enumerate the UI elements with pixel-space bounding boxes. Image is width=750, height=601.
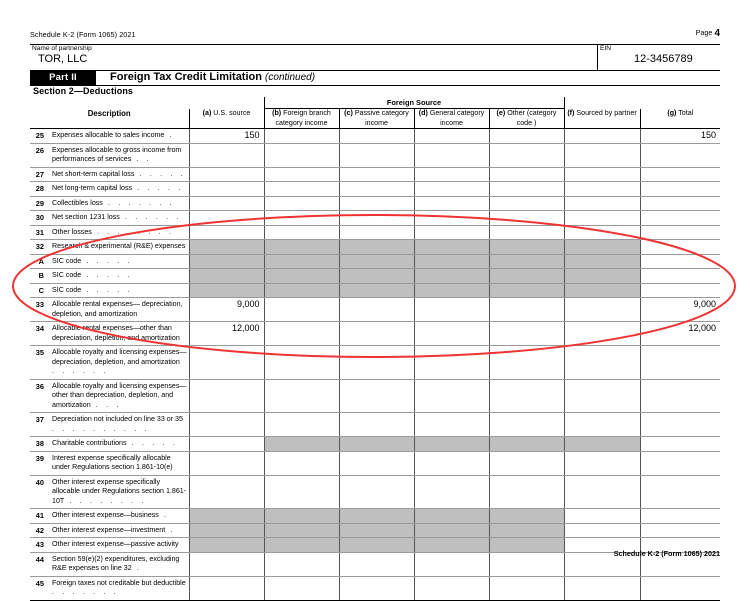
row-description: SIC code . . . . .: [47, 269, 189, 284]
row-number: 40: [30, 475, 47, 509]
table-row: [30, 437, 720, 452]
row-number: 36: [30, 379, 47, 413]
cell-g[interactable]: [640, 240, 720, 255]
cell-b[interactable]: [264, 129, 339, 144]
row-number: 35: [30, 346, 47, 380]
leader-dots: . . . . .: [134, 170, 186, 178]
cell-b[interactable]: [264, 182, 339, 197]
row-description: Other interest expense—business .: [47, 509, 189, 524]
leader-dots: . . . . . . . . . .: [52, 425, 150, 433]
table-row: [30, 322, 720, 346]
col-text-c: Passive category income: [354, 109, 409, 127]
cell-b: [264, 269, 339, 284]
table-row: [30, 346, 720, 380]
leader-dots: . . . . .: [126, 440, 178, 447]
leader-dots: . . . . . .: [119, 214, 182, 221]
header-row-cols: [30, 109, 720, 129]
cell-e[interactable]: [489, 475, 564, 509]
cell-d: [414, 437, 489, 452]
header-spacer-g: [640, 97, 720, 109]
schedule-header-label: Schedule K-2 (Form 1065) 2021: [30, 30, 136, 39]
row-description: Net short-term capital loss . . . . .: [47, 167, 189, 182]
col-header-a: [189, 109, 264, 129]
cell-c[interactable]: [339, 322, 414, 346]
header-spacer-a: [189, 97, 264, 109]
cell-g[interactable]: [640, 182, 720, 197]
row-number: 25: [30, 129, 47, 144]
cell-f[interactable]: [564, 509, 640, 524]
cell-d: [414, 269, 489, 284]
cell-c[interactable]: [339, 143, 414, 167]
cell-d[interactable]: [414, 225, 489, 240]
cell-c[interactable]: [339, 379, 414, 413]
cell-a: [189, 523, 264, 538]
table-row: [30, 451, 720, 475]
cell-g[interactable]: [640, 225, 720, 240]
row-description: SIC code . . . . .: [47, 254, 189, 269]
cell-d[interactable]: [414, 451, 489, 475]
cell-f[interactable]: [564, 379, 640, 413]
table-row: [30, 475, 720, 509]
cell-d[interactable]: [414, 182, 489, 197]
col-tag-b: (b): [272, 109, 282, 117]
cell-f[interactable]: [564, 523, 640, 538]
row-number: 31: [30, 225, 47, 240]
cell-d[interactable]: [414, 379, 489, 413]
row-number: 34: [30, 322, 47, 346]
cell-e[interactable]: [489, 143, 564, 167]
table-row: [30, 167, 720, 182]
table-row: [30, 240, 720, 255]
col-header-c: [339, 109, 414, 129]
cell-a: [189, 538, 264, 553]
cell-g[interactable]: [640, 254, 720, 269]
cell-a[interactable]: [189, 143, 264, 167]
table-row: [30, 509, 720, 524]
cell-b[interactable]: [264, 167, 339, 182]
cell-e[interactable]: [489, 298, 564, 322]
cell-b[interactable]: [264, 196, 339, 211]
col-text-a: U.S. source: [213, 108, 251, 117]
row-number: 38: [30, 437, 47, 452]
col-header-g: [640, 109, 720, 129]
cell-e[interactable]: [489, 379, 564, 413]
cell-f[interactable]: [564, 225, 640, 240]
table-body: [30, 129, 720, 601]
cell-c: [339, 254, 414, 269]
leader-dots: . . . . . . . .: [91, 228, 175, 236]
part-title-main: Foreign Tax Credit Limitation: [110, 71, 262, 83]
row-description: Other interest expense—passive activity: [47, 538, 189, 553]
cell-b[interactable]: [264, 322, 339, 346]
cell-e[interactable]: [489, 552, 564, 576]
leader-dots: . . . . . .: [52, 368, 109, 375]
row-description: Expenses allocable to sales income .: [47, 129, 189, 144]
cell-d[interactable]: [414, 143, 489, 167]
cell-a[interactable]: 12,000: [189, 322, 264, 346]
col-text-f: Sourced by partner: [576, 108, 637, 117]
cell-b: [264, 283, 339, 298]
cell-e[interactable]: [489, 346, 564, 380]
cell-c[interactable]: [339, 225, 414, 240]
cell-g[interactable]: [640, 475, 720, 509]
cell-e[interactable]: [489, 129, 564, 144]
identity-band: [30, 44, 720, 70]
page-indicator: [696, 28, 720, 39]
cell-g[interactable]: [640, 379, 720, 413]
cell-c[interactable]: [339, 346, 414, 380]
cell-a: [189, 269, 264, 284]
cell-e: [489, 269, 564, 284]
table-head: [30, 97, 720, 129]
cell-e[interactable]: [489, 211, 564, 226]
cell-b: [264, 254, 339, 269]
cell-d[interactable]: [414, 167, 489, 182]
cell-a: [189, 240, 264, 255]
table-row: [30, 298, 720, 322]
row-number: 37: [30, 413, 47, 437]
header-spacer-f: [564, 97, 640, 109]
form-footer: Schedule K-2 (Form 1065) 2021: [613, 549, 720, 558]
partnership-name-value: TOR, LLC: [38, 53, 88, 65]
row-description: Interest expense specifically allocable under Regulations section 1.861-10(e): [47, 451, 189, 475]
row-number: 27: [30, 167, 47, 182]
cell-f[interactable]: [564, 182, 640, 197]
row-description: Other losses . . . . . . . .: [47, 225, 189, 240]
cell-g[interactable]: 150: [640, 129, 720, 144]
part-badge: Part II: [30, 70, 96, 85]
cell-c[interactable]: [339, 475, 414, 509]
cell-d: [414, 283, 489, 298]
cell-e[interactable]: [489, 182, 564, 197]
table-row: [30, 225, 720, 240]
cell-b[interactable]: [264, 379, 339, 413]
col-tag-e: (e): [496, 109, 506, 117]
col-header-d: [414, 109, 489, 129]
cell-g[interactable]: [640, 437, 720, 452]
cell-f[interactable]: [564, 196, 640, 211]
leader-dots: . . . . .: [81, 286, 133, 294]
cell-c: [339, 437, 414, 452]
cell-e[interactable]: [489, 196, 564, 211]
cell-d: [414, 509, 489, 524]
cell-e[interactable]: [489, 451, 564, 475]
cell-a[interactable]: [189, 437, 264, 452]
leader-dots: . . . . . . .: [102, 199, 175, 207]
cell-f[interactable]: [564, 346, 640, 380]
table-row: [30, 129, 720, 144]
col-header-b: [264, 109, 339, 129]
cell-a[interactable]: [189, 451, 264, 475]
cell-a: [189, 254, 264, 269]
part-title: [110, 70, 315, 85]
row-number: 41: [30, 509, 47, 524]
row-letter: B: [30, 269, 47, 284]
cell-c: [339, 283, 414, 298]
cell-d: [414, 240, 489, 255]
cell-a[interactable]: [189, 211, 264, 226]
cell-a[interactable]: [189, 413, 264, 437]
cell-f[interactable]: [564, 475, 640, 509]
cell-f[interactable]: [564, 298, 640, 322]
row-number: 29: [30, 196, 47, 211]
cell-d[interactable]: [414, 552, 489, 576]
cell-c[interactable]: [339, 129, 414, 144]
row-number: 42: [30, 523, 47, 538]
cell-a[interactable]: [189, 475, 264, 509]
cell-f[interactable]: [564, 167, 640, 182]
leader-dots: .: [158, 512, 170, 519]
cell-g[interactable]: [640, 283, 720, 298]
cell-f[interactable]: [564, 413, 640, 437]
cell-b: [264, 437, 339, 452]
cell-a[interactable]: [189, 225, 264, 240]
cell-a[interactable]: [189, 167, 264, 182]
cell-c[interactable]: [339, 167, 414, 182]
page-header: [30, 0, 720, 39]
row-letter: A: [30, 254, 47, 269]
cell-e: [489, 240, 564, 255]
cell-g[interactable]: 9,000: [640, 298, 720, 322]
cell-a[interactable]: [189, 196, 264, 211]
table-row: [30, 269, 720, 284]
row-description: SIC code . . . . .: [47, 283, 189, 298]
cell-c: [339, 269, 414, 284]
partnership-name-field[interactable]: [30, 44, 598, 70]
cell-f[interactable]: [564, 129, 640, 144]
row-number: 30: [30, 211, 47, 226]
cell-d[interactable]: [414, 413, 489, 437]
cell-b[interactable]: [264, 225, 339, 240]
cell-c: [339, 523, 414, 538]
cell-e: [489, 509, 564, 524]
cell-c[interactable]: [339, 451, 414, 475]
row-number: 28: [30, 182, 47, 197]
leader-dots: . . . . . . .: [52, 589, 119, 596]
cell-b[interactable]: [264, 451, 339, 475]
cell-b: [264, 240, 339, 255]
leader-dots: . .: [131, 156, 152, 163]
cell-b[interactable]: [264, 346, 339, 380]
cell-f: [564, 240, 640, 255]
cell-d[interactable]: [414, 211, 489, 226]
cell-f: [564, 283, 640, 298]
cell-a[interactable]: [189, 182, 264, 197]
cell-d[interactable]: [414, 196, 489, 211]
cell-f: [564, 254, 640, 269]
cell-g[interactable]: [640, 523, 720, 538]
row-description: Charitable contributions . . . . .: [47, 437, 189, 452]
cell-d: [414, 523, 489, 538]
cell-e[interactable]: [489, 322, 564, 346]
cell-e[interactable]: [489, 167, 564, 182]
row-description: Research & experimental (R&E) expenses: [47, 240, 189, 255]
cell-e[interactable]: [489, 225, 564, 240]
cell-d: [414, 254, 489, 269]
col-tag-a: (a): [202, 108, 212, 117]
col-text-d: General category income: [429, 109, 485, 127]
header-spacer-left: [30, 97, 189, 109]
row-description: Net long-term capital loss . . . . .: [47, 182, 189, 197]
cell-f[interactable]: [564, 451, 640, 475]
row-number: 33: [30, 298, 47, 322]
col-text-g: Total: [678, 108, 694, 117]
cell-c: [339, 538, 414, 553]
col-tag-c: (c): [344, 109, 353, 117]
cell-a[interactable]: [189, 346, 264, 380]
row-description: Allocable royalty and licensing expenses—other than depreciation, depletion, and amortization . . .: [47, 379, 189, 413]
row-description: Other interest expense—investment .: [47, 523, 189, 538]
part-divider: [30, 85, 720, 86]
row-description: Foreign taxes not creditable but deductible . . . . . . .: [47, 576, 189, 600]
cell-d: [414, 538, 489, 553]
cell-g[interactable]: [640, 346, 720, 380]
cell-g[interactable]: [640, 269, 720, 284]
table-row: [30, 283, 720, 298]
cell-a: [189, 509, 264, 524]
table-row: [30, 196, 720, 211]
cell-a[interactable]: 150: [189, 129, 264, 144]
col-tag-f: (f): [567, 108, 575, 117]
row-description: Expenses allocable to gross income from performances of services . .: [47, 143, 189, 167]
ein-value: 12-3456789: [634, 53, 693, 65]
cell-c: [339, 240, 414, 255]
cell-c[interactable]: [339, 552, 414, 576]
deductions-table: [30, 97, 720, 601]
col-text-e: Other (category code ): [507, 109, 557, 127]
table-row: [30, 379, 720, 413]
row-letter: C: [30, 283, 47, 298]
page-label: Page: [695, 28, 713, 37]
row-description: Net section 1231 loss . . . . . .: [47, 211, 189, 226]
cell-e[interactable]: [489, 413, 564, 437]
cell-c[interactable]: [339, 413, 414, 437]
leader-dots: . . .: [90, 401, 122, 409]
leader-dots: . . . . . . . .: [64, 497, 147, 505]
row-number: 45: [30, 576, 47, 600]
cell-b: [264, 509, 339, 524]
cell-g[interactable]: [640, 196, 720, 211]
cell-b[interactable]: [264, 298, 339, 322]
cell-f[interactable]: [564, 211, 640, 226]
table-row: [30, 211, 720, 226]
col-header-description: Description: [30, 109, 189, 129]
cell-b: [264, 538, 339, 553]
ein-field[interactable]: [598, 44, 720, 70]
row-description: Allocable royalty and licensing expenses—depreciation, depletion, and amortization . . . . . .: [47, 346, 189, 380]
page-number: 4: [714, 28, 720, 39]
row-description: Depreciation not included on line 33 or 35 . . . . . . . . . .: [47, 413, 189, 437]
cell-b[interactable]: [264, 143, 339, 167]
leader-dots: . . . . .: [132, 185, 184, 192]
cell-f: [564, 269, 640, 284]
row-number: 44: [30, 552, 47, 576]
cell-e: [489, 254, 564, 269]
cell-c[interactable]: [339, 298, 414, 322]
row-number: 26: [30, 143, 47, 167]
table-row: [30, 143, 720, 167]
cell-d[interactable]: [414, 298, 489, 322]
col-text-b: Foreign branch category income: [275, 109, 331, 127]
cell-g[interactable]: 12,000: [640, 322, 720, 346]
cell-c: [339, 509, 414, 524]
cell-g[interactable]: [640, 167, 720, 182]
cell-b[interactable]: [264, 211, 339, 226]
foreign-source-group-label: Foreign Source: [264, 97, 564, 109]
cell-c[interactable]: [339, 196, 414, 211]
part-ii-bar: [30, 70, 720, 85]
row-description: Section 59(e)(2) expenditures, excluding R&E expenses on line 32 .: [47, 552, 189, 576]
row-description: Other interest expense specifically allocable under Regulations section 1.861-10T . . . . . . . .: [47, 475, 189, 509]
cell-e: [489, 523, 564, 538]
cell-e: [489, 283, 564, 298]
cell-f[interactable]: [564, 143, 640, 167]
cell-a[interactable]: [189, 379, 264, 413]
section-title: Section 2—Deductions: [33, 86, 134, 96]
row-description: Allocable rental expenses— depreciation, depletion, and amortization: [47, 298, 189, 322]
cell-a: [189, 283, 264, 298]
col-header-e: [489, 109, 564, 129]
leader-dots: . . . . .: [81, 257, 133, 265]
row-number: 43: [30, 538, 47, 553]
cell-a[interactable]: [189, 552, 264, 576]
table-row: [30, 413, 720, 437]
partnership-name-label: Name of partnership: [32, 45, 92, 52]
table-row: [30, 182, 720, 197]
cell-b: [264, 523, 339, 538]
cell-g[interactable]: [640, 143, 720, 167]
cell-b[interactable]: [264, 552, 339, 576]
cell-d[interactable]: [414, 129, 489, 144]
header-row-group: [30, 97, 720, 109]
cell-f: [564, 437, 640, 452]
row-description: Collectibles loss . . . . . . .: [47, 196, 189, 211]
table-row: [30, 254, 720, 269]
row-number: 32: [30, 240, 47, 255]
cell-g[interactable]: [640, 509, 720, 524]
leader-dots: .: [165, 526, 176, 534]
cell-b[interactable]: [264, 413, 339, 437]
cell-g[interactable]: [640, 211, 720, 226]
cell-c[interactable]: [339, 211, 414, 226]
leader-dots: . . . . .: [81, 272, 133, 279]
cell-e: [489, 538, 564, 553]
row-description: Allocable rental expenses—other than depreciation, depletion, and amortization: [47, 322, 189, 346]
cell-d[interactable]: [414, 346, 489, 380]
cell-d[interactable]: [414, 475, 489, 509]
cell-e: [489, 437, 564, 452]
row-number: 39: [30, 451, 47, 475]
cell-a[interactable]: 9,000: [189, 298, 264, 322]
cell-b[interactable]: [264, 475, 339, 509]
col-tag-d: (d): [418, 109, 428, 117]
part-title-suffix: (continued): [265, 72, 316, 83]
cell-c[interactable]: [339, 182, 414, 197]
cell-d[interactable]: [414, 322, 489, 346]
cell-g[interactable]: [640, 413, 720, 437]
leader-dots: .: [164, 132, 175, 139]
col-header-f: [564, 109, 640, 129]
col-tag-g: (g): [667, 108, 677, 117]
cell-g[interactable]: [640, 451, 720, 475]
table-row: [30, 523, 720, 538]
cell-f[interactable]: [564, 322, 640, 346]
ein-label: EIN: [600, 45, 611, 52]
leader-dots: .: [131, 565, 142, 572]
